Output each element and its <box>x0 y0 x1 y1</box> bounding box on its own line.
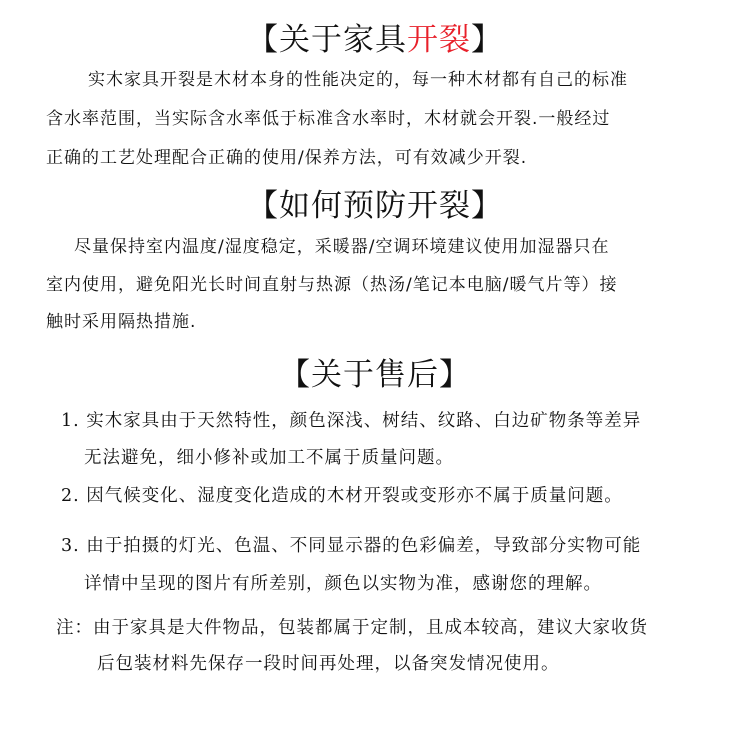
list-item-line: 3. 由于拍摄的灯光、色温、不同显示器的色彩偏差，导致部分实物可能 <box>61 536 642 556</box>
paragraph-line: 含水率范围，当实际含水率低于标准含水率时，木材就会开裂.一般经过 <box>46 109 611 129</box>
heading-text-close: 】 <box>471 22 503 58</box>
heading-highlight: 开裂 <box>407 22 471 58</box>
heading-text: 【关于家具 <box>247 22 407 58</box>
list-item-line: 1. 实木家具由于天然特性，颜色深浅、树结、纹路、白边矿物条等差异 <box>61 411 642 431</box>
list-item-line: 无法避免，细小修补或加工不属于质量问题。 <box>84 448 454 468</box>
list-item-line: 详情中呈现的图片有所差别，颜色以实物为准，感谢您的理解。 <box>84 574 602 594</box>
paragraph-line: 室内使用，避免阳光长时间直射与热源（热汤/笔记本电脑/暖气片等）接 <box>46 275 618 295</box>
note-line: 后包装材料先保存一段时间再处理，以备突发情况使用。 <box>97 654 560 674</box>
paragraph-line: 实木家具开裂是木材本身的性能决定的，每一种木材都有自己的标准 <box>88 70 628 90</box>
heading-about-cracking <box>0 20 750 60</box>
paragraph-line: 正确的工艺处理配合正确的使用/保养方法，可有效减少开裂. <box>46 148 528 168</box>
list-item-line: 2. 因气候变化、湿度变化造成的木材开裂或变形亦不属于质量问题。 <box>61 486 623 506</box>
heading-prevent-cracking: 【如何预防开裂】 <box>247 188 503 224</box>
paragraph-line: 触时采用隔热措施. <box>46 312 197 332</box>
heading-after-sales: 【关于售后】 <box>279 357 471 393</box>
note-line: 注：由于家具是大件物品，包装都属于定制，且成本较高，建议大家收货 <box>56 618 648 638</box>
paragraph-line: 尽量保持室内温度/湿度稳定，采暖器/空调环境建议使用加湿器只在 <box>74 237 610 257</box>
